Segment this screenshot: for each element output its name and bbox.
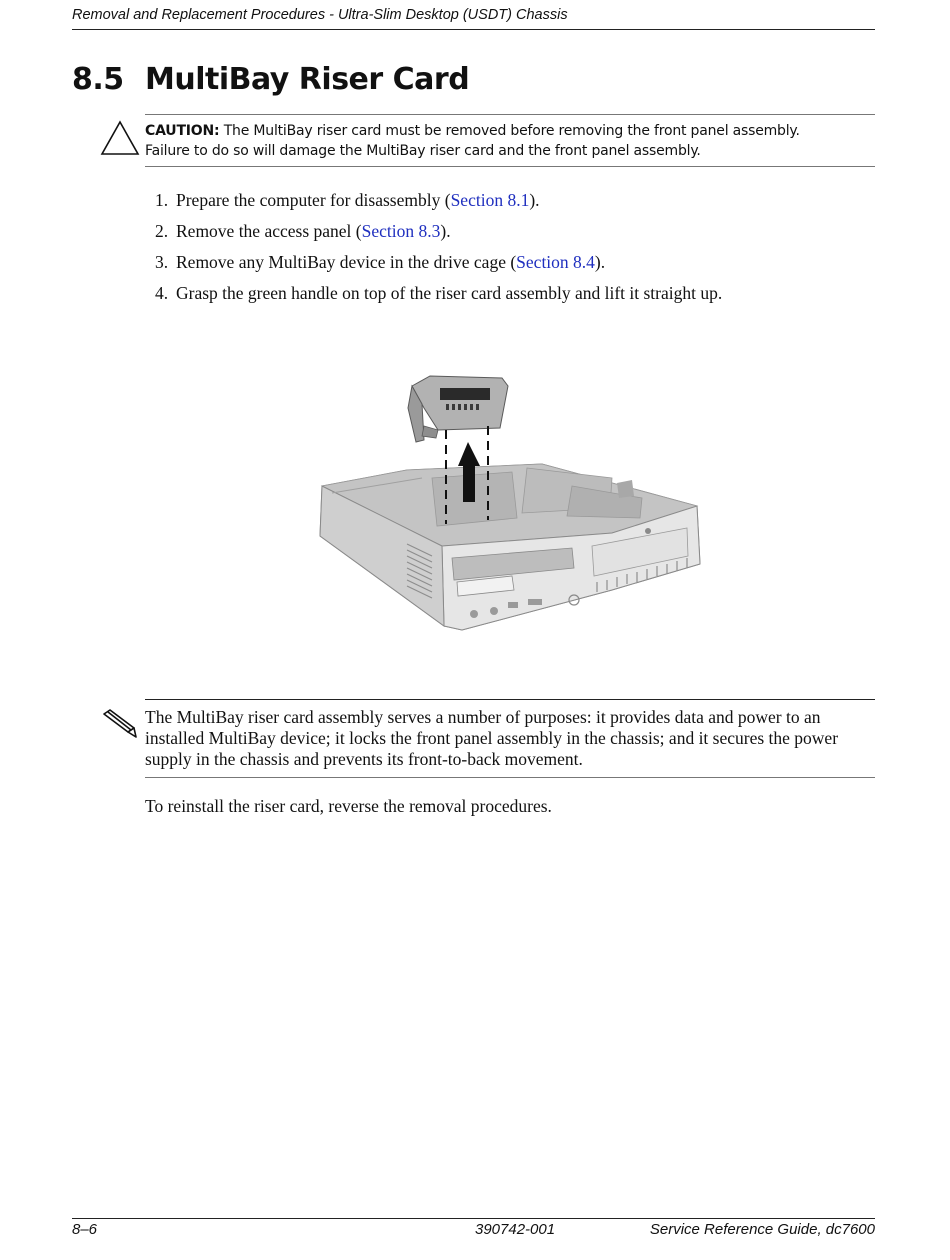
footer-doc-number: 390742-001 xyxy=(475,1221,556,1238)
step-text-end: ). xyxy=(529,190,540,210)
step-item xyxy=(155,247,722,278)
step-number: 4. xyxy=(155,283,169,303)
step-text: Remove the access panel ( xyxy=(176,221,362,241)
footer-guide-title: Service Reference Guide, dc7600 xyxy=(649,1221,875,1238)
step-item xyxy=(155,216,722,247)
step-item xyxy=(155,185,722,216)
pencil-note-icon xyxy=(100,708,138,740)
section-8-1-link[interactable]: Section 8.1 xyxy=(450,190,530,210)
caution-text xyxy=(145,121,845,161)
footer-page-number: 8–6 xyxy=(72,1221,98,1238)
footer-rule xyxy=(72,1218,875,1219)
step-number: 2. xyxy=(155,221,169,241)
section-8-4-link[interactable]: Section 8.4 xyxy=(516,252,595,272)
caution-message: The MultiBay riser card must be removed before removing the front panel assembly. Failure to do so will damage the MultiBay riser card and the front panel assembly. xyxy=(145,123,800,159)
section-heading xyxy=(72,60,469,100)
riser-card-removal-illustration xyxy=(312,368,704,634)
procedure-steps xyxy=(155,185,722,309)
section-title: MultiBay Riser Card xyxy=(145,62,470,97)
note-text: The MultiBay riser card assembly serves a number of purposes: it provides data and power to an installed MultiBay device; it locks the front panel assembly in the chassis; and it secures the power supply in the chassis and prevents its front-to-back movement. xyxy=(145,707,839,769)
step-text: Grasp the green handle on top of the riser card assembly and lift it straight up. xyxy=(176,283,723,303)
step-text-end: ). xyxy=(440,221,451,241)
caution-label: CAUTION: xyxy=(145,123,220,139)
note-box xyxy=(145,699,875,778)
riser-card xyxy=(408,376,508,442)
step-text-end: ). xyxy=(594,252,606,272)
running-header: Removal and Replacement Procedures - Ultra-Slim Desktop (USDT) Chassis xyxy=(72,5,875,30)
chassis xyxy=(320,464,700,630)
caution-triangle-icon xyxy=(100,120,140,156)
step-text: Prepare the computer for disassembly ( xyxy=(176,190,451,210)
caution-box xyxy=(145,114,875,167)
step-number: 3. xyxy=(155,252,169,272)
step-text: Remove any MultiBay device in the drive cage ( xyxy=(176,252,517,272)
closing-instruction: To reinstall the riser card, reverse the removal procedures. xyxy=(145,796,552,816)
section-8-3-link[interactable]: Section 8.3 xyxy=(361,221,441,241)
section-number: 8.5 xyxy=(72,62,124,97)
step-item xyxy=(155,278,722,309)
step-number: 1. xyxy=(155,190,169,210)
